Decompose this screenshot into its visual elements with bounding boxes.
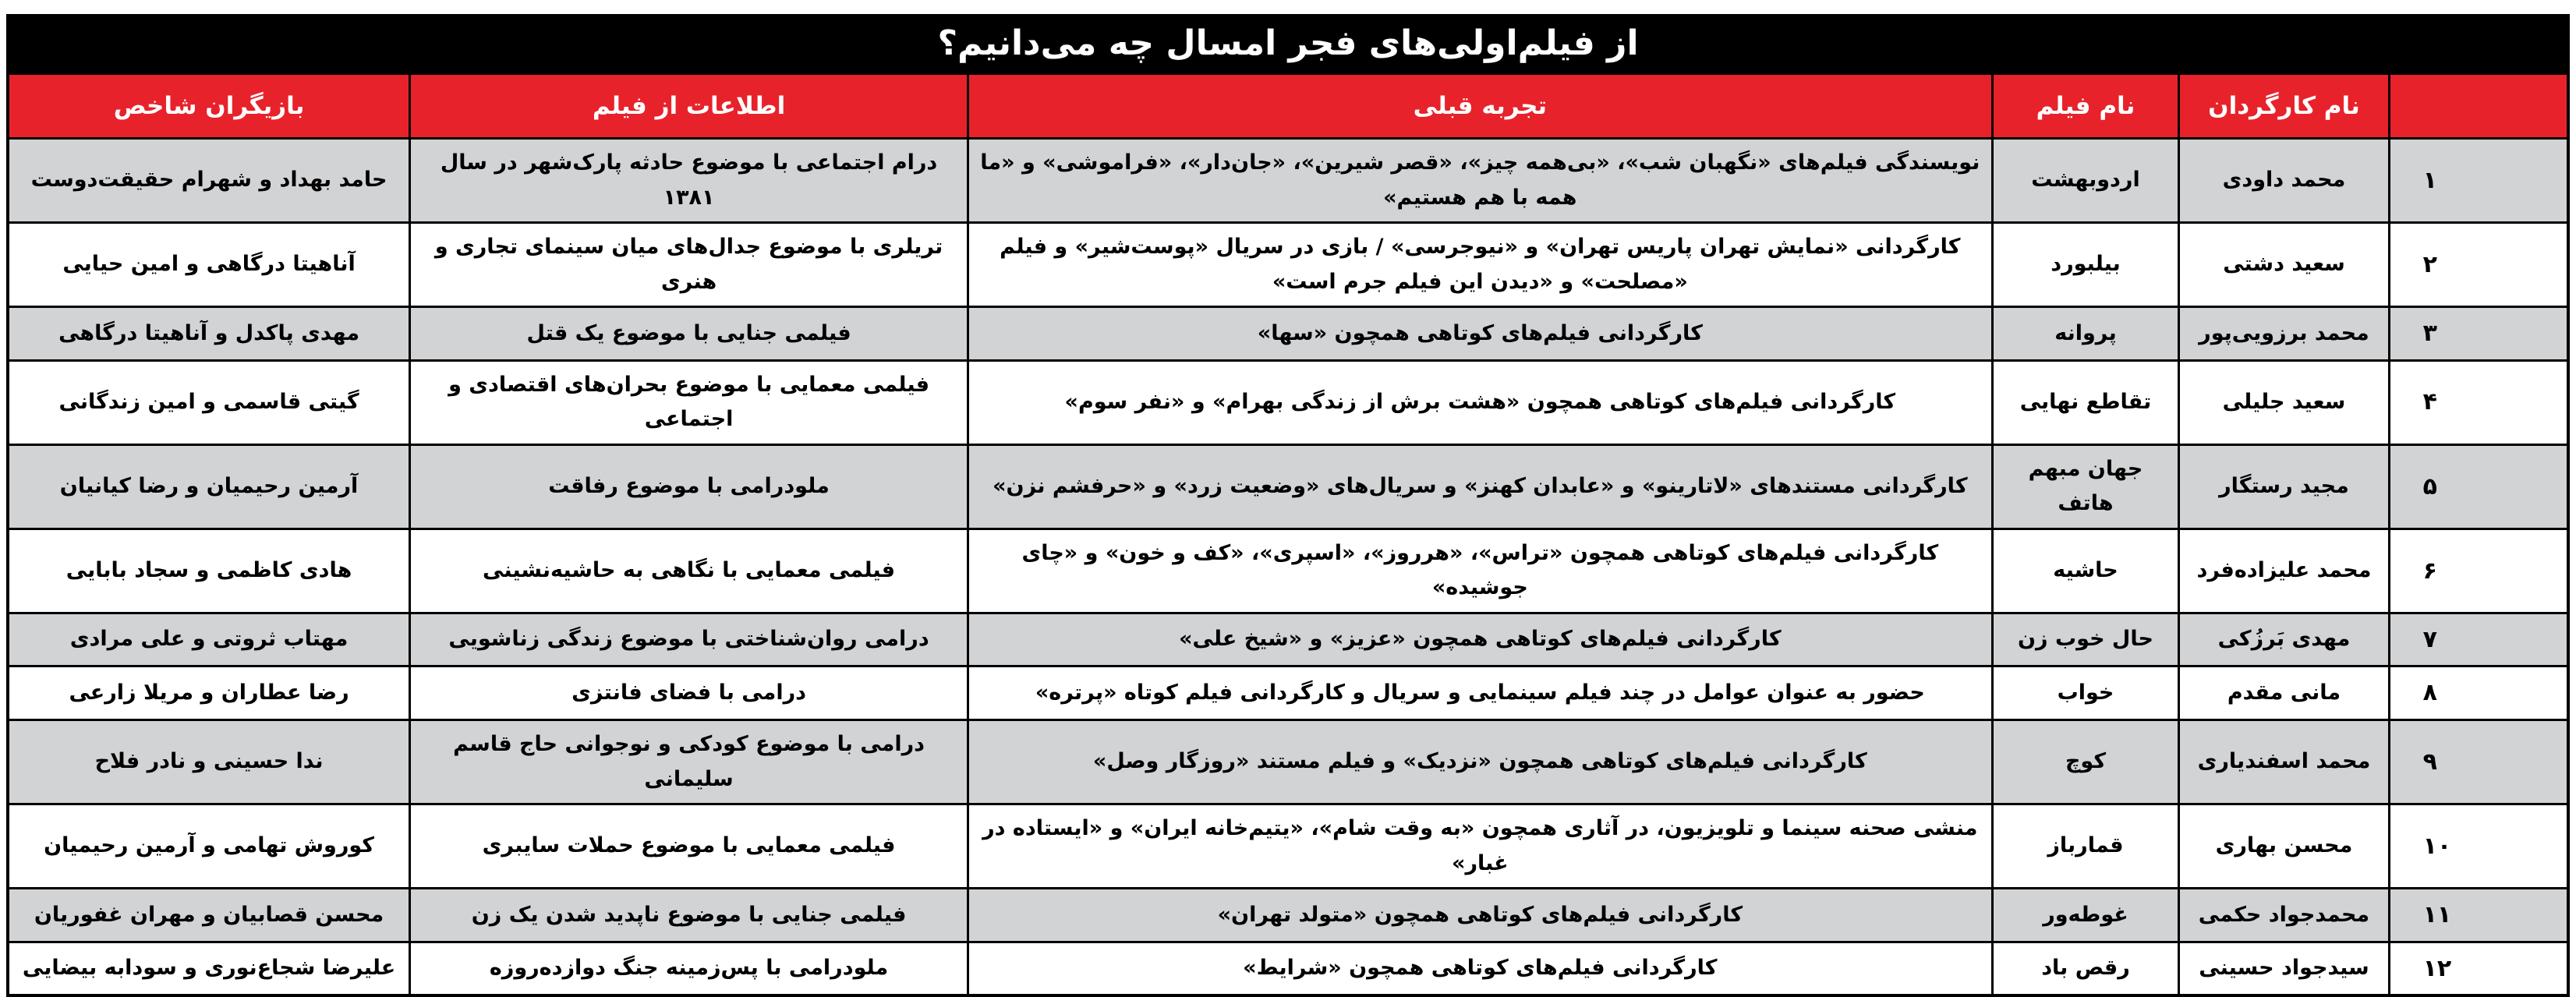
- row-number: ۸: [2389, 666, 2568, 720]
- director-name: مهدی بَرزُکی: [2179, 613, 2389, 666]
- previous-experience: منشی صحنه سینما و تلویزیون، در آثاری همچون «به وقت شام»، «یتیم‌خانه ایران» و «ایستاده در غبار»: [968, 804, 1993, 889]
- notable-actors: مهدی پاکدل و آناهیتا درگاهی: [8, 307, 410, 361]
- previous-experience: کارگردانی فیلم‌های کوتاهی همچون «عزیز» و «شیخ علی»: [968, 613, 1993, 666]
- row-number: ۳: [2389, 307, 2568, 361]
- header-actors: بازیگران شاخص: [8, 74, 410, 139]
- header-info: اطلاعات از فیلم: [410, 74, 968, 139]
- notable-actors: هادی کاظمی و سجاد بابایی: [8, 529, 410, 613]
- header-index: [2389, 74, 2568, 139]
- director-name: محسن بهاری: [2179, 804, 2389, 889]
- notable-actors: محسن قصابیان و مهران غفوریان: [8, 889, 410, 942]
- previous-experience: نویسندگی فیلم‌های «نگهبان شب»، «بی‌همه چیز»، «قصر شیرین»، «جان‌دار»، «فراموشی» و «ما همه با هم هستیم»: [968, 139, 1993, 223]
- film-info: ملودرامی با پس‌زمینه جنگ دوازده‌روزه: [410, 942, 968, 995]
- row-number: ۱۱: [2389, 889, 2568, 942]
- film-name: پروانه: [1992, 307, 2179, 361]
- director-name: سعید جلیلی: [2179, 360, 2389, 444]
- previous-experience: کارگردانی «نمایش تهران پاریس تهران» و «نیوجرسی» / بازی در سریال «پوست‌شیر» و فیلم «مصلحت» و «دیدن این فیلم جرم است»: [968, 223, 1993, 307]
- previous-experience: حضور به عنوان عوامل در چند فیلم سینمایی و سریال و کارگردانی فیلم کوتاه «پرتره»: [968, 666, 1993, 720]
- film-name: رقص باد: [1992, 942, 2179, 995]
- director-name: محمد اسفندیاری: [2179, 719, 2389, 804]
- notable-actors: کوروش تهامی و آرمین رحیمیان: [8, 804, 410, 889]
- film-info: درامی با فضای فانتزی: [410, 666, 968, 720]
- header-film: نام فیلم: [1992, 74, 2179, 139]
- previous-experience: کارگردانی فیلم‌های کوتاهی همچون «تراس»، «هرروز»، «اسپری»، «کف و خون» و «چای جوشیده»: [968, 529, 1993, 613]
- row-number: ۴: [2389, 360, 2568, 444]
- director-name: مجید رستگار: [2179, 444, 2389, 529]
- previous-experience: کارگردانی مستندهای «لاتارینو» و «عابدان کهنز» و سریال‌های «وضعیت زرد» و «حرفشم نزن»: [968, 444, 1993, 529]
- previous-experience: کارگردانی فیلم‌های کوتاهی همچون «نزدیک» و فیلم مستند «روزگار وصل»: [968, 719, 1993, 804]
- notable-actors: آرمین رحیمیان و رضا کیانیان: [8, 444, 410, 529]
- film-name: خواب: [1992, 666, 2179, 720]
- title-band: [6, 14, 2570, 72]
- table-header: [8, 74, 2568, 139]
- row-number: ۷: [2389, 613, 2568, 666]
- table-body: [8, 139, 2568, 996]
- director-name: سیدجواد حسینی: [2179, 942, 2389, 995]
- notable-actors: مهتاب ثروتی و علی مرادی: [8, 613, 410, 666]
- row-number: ۵: [2389, 444, 2568, 529]
- notable-actors: ندا حسینی و نادر فلاح: [8, 719, 410, 804]
- table-row: [8, 889, 2568, 942]
- table-row: [8, 444, 2568, 529]
- director-name: محمد برزویی‌پور: [2179, 307, 2389, 361]
- row-number: ۱۲: [2389, 942, 2568, 995]
- film-info: فیلمی معمایی با موضوع حملات سایبری: [410, 804, 968, 889]
- row-number: ۱۰: [2389, 804, 2568, 889]
- film-name: جهان مبهم هاتف: [1992, 444, 2179, 529]
- film-info: درام اجتماعی با موضوع حادثه پارک‌شهر در سال ۱۳۸۱: [410, 139, 968, 223]
- film-info: تریلری با موضوع جدال‌های میان سینمای تجاری و هنری: [410, 223, 968, 307]
- table-row: [8, 307, 2568, 361]
- notable-actors: حامد بهداد و شهرام حقیقت‌دوست: [8, 139, 410, 223]
- film-info: فیلمی معمایی با نگاهی به حاشیه‌نشینی: [410, 529, 968, 613]
- director-name: محمد داودی: [2179, 139, 2389, 223]
- table-row: [8, 666, 2568, 720]
- director-name: سعید دشتی: [2179, 223, 2389, 307]
- film-name: حال خوب زن: [1992, 613, 2179, 666]
- film-info: ملودرامی با موضوع رفاقت: [410, 444, 968, 529]
- film-name: بیلبورد: [1992, 223, 2179, 307]
- film-name: حاشیه: [1992, 529, 2179, 613]
- film-name: اردوبهشت: [1992, 139, 2179, 223]
- table-row: [8, 139, 2568, 223]
- table-row: [8, 804, 2568, 889]
- notable-actors: رضا عطاران و مریلا زارعی: [8, 666, 410, 720]
- film-info: فیلمی جنایی با موضوع ناپدید شدن یک زن: [410, 889, 968, 942]
- director-name: محمدجواد حکمی: [2179, 889, 2389, 942]
- row-number: ۲: [2389, 223, 2568, 307]
- table-row: [8, 942, 2568, 995]
- row-number: ۱: [2389, 139, 2568, 223]
- table-row: [8, 613, 2568, 666]
- header-experience: تجربه قبلی: [968, 74, 1993, 139]
- table-row: [8, 360, 2568, 444]
- header-director: نام کارگردان: [2179, 74, 2389, 139]
- film-name: کوچ: [1992, 719, 2179, 804]
- films-table: [6, 72, 2570, 997]
- film-info: فیلمی جنایی با موضوع یک قتل: [410, 307, 968, 361]
- table-row: [8, 719, 2568, 804]
- film-name: قمارباز: [1992, 804, 2179, 889]
- table-row: [8, 529, 2568, 613]
- notable-actors: گیتی قاسمی و امین زندگانی: [8, 360, 410, 444]
- previous-experience: کارگردانی فیلم‌های کوتاهی همچون «سها»: [968, 307, 1993, 361]
- notable-actors: علیرضا شجاع‌نوری و سودابه بیضایی: [8, 942, 410, 995]
- row-number: ۶: [2389, 529, 2568, 613]
- previous-experience: کارگردانی فیلم‌های کوتاهی همچون «متولد تهران»: [968, 889, 1993, 942]
- director-name: محمد علیزاده‌فرد: [2179, 529, 2389, 613]
- previous-experience: کارگردانی فیلم‌های کوتاهی همچون «شرایط»: [968, 942, 1993, 995]
- row-number: ۹: [2389, 719, 2568, 804]
- notable-actors: آناهیتا درگاهی و امین حیایی: [8, 223, 410, 307]
- film-info: درامی روان‌شناختی با موضوع زندگی زناشویی: [410, 613, 968, 666]
- page-title: از فیلم‌اولی‌های فجر امسال چه می‌دانیم؟: [937, 23, 1639, 63]
- director-name: مانی مقدم: [2179, 666, 2389, 720]
- previous-experience: کارگردانی فیلم‌های کوتاهی همچون «هشت برش از زندگی بهرام» و «نفر سوم»: [968, 360, 1993, 444]
- film-info: فیلمی معمایی با موضوع بحران‌های اقتصادی و اجتماعی: [410, 360, 968, 444]
- film-info: درامی با موضوع کودکی و نوجوانی حاج قاسم سلیمانی: [410, 719, 968, 804]
- table-row: [8, 223, 2568, 307]
- film-name: تقاطع نهایی: [1992, 360, 2179, 444]
- film-name: غوطه‌ور: [1992, 889, 2179, 942]
